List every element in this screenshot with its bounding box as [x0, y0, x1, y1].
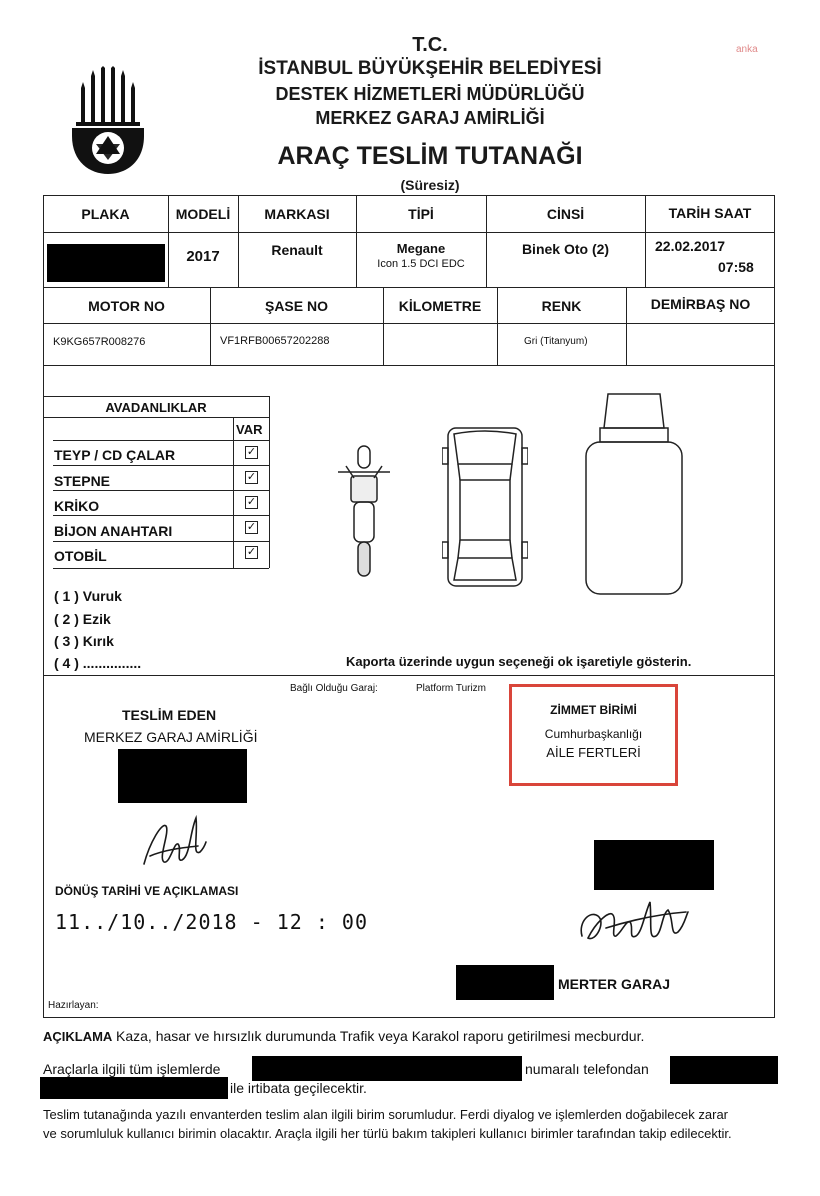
equipment-item: OTOBİL: [54, 548, 107, 564]
explanation-line2b: numaralı telefondan: [525, 1061, 649, 1077]
equipment-table: [43, 396, 269, 568]
checkbox-otobil[interactable]: ✓: [246, 546, 257, 558]
assigned-unit-line2: AİLE FERTLERİ: [546, 745, 641, 760]
assigned-unit-title: ZİMMET BİRİMİ: [550, 703, 637, 717]
checkbox-stepne[interactable]: ✓: [246, 471, 257, 483]
checkbox-teyp[interactable]: ✓: [246, 446, 257, 458]
signature: [140, 812, 210, 872]
brand-value: Renault: [271, 242, 323, 258]
col-plate: PLAKA: [81, 206, 130, 222]
watermark: anka: [736, 44, 758, 55]
col-chassis: ŞASE NO: [264, 298, 328, 314]
col-brand: MARKASI: [264, 206, 330, 222]
page-subtitle: (Süresiz): [400, 177, 460, 193]
col-motor: MOTOR NO: [88, 298, 165, 314]
truck-diagram-icon: [582, 392, 686, 596]
col-color: RENK: [541, 298, 582, 314]
col-inventory: DEMİRBAŞ NO: [650, 296, 751, 312]
contact-redacted: [670, 1056, 778, 1084]
date-value: 22.02.2017: [655, 238, 726, 254]
assigned-unit-box: [509, 684, 678, 786]
model-value: 2017: [186, 248, 220, 265]
page-title: ARAÇ TESLİM TUTANAĞI: [277, 142, 583, 170]
car-diagram-icon: [442, 424, 528, 588]
garage-label: Bağlı Olduğu Garaj:: [290, 683, 378, 694]
receiver-name-redacted: [456, 965, 554, 1000]
kind-value: Binek Oto (2): [521, 241, 610, 257]
delivered-by-title: TESLİM EDEN: [122, 707, 217, 723]
legend-item: ( 2 ) Ezik: [54, 611, 111, 627]
motorcycle-diagram-icon: [336, 442, 392, 578]
header-municipality: İSTANBUL BÜYÜKŞEHİR BELEDİYESİ: [258, 58, 602, 79]
equipment-item: TEYP / CD ÇALAR: [54, 447, 176, 463]
plate-redacted: [47, 244, 165, 282]
col-date: TARİH SAAT: [668, 205, 752, 221]
explanation-text: Kaza, hasar ve hırsızlık durumunda Trafik veya Karakol raporu getirilmesi mecburdur.: [116, 1028, 645, 1044]
ibb-logo: [68, 66, 152, 178]
prepared-by: Hazırlayan:: [48, 1000, 99, 1011]
equipment-var: VAR: [236, 422, 263, 437]
equipment-title: AVADANLIKLAR: [105, 400, 207, 415]
contact-name-redacted: [40, 1077, 228, 1099]
legend-item: ( 4 ) ...............: [54, 655, 142, 671]
return-label: DÖNÜŞ TARİHİ VE AÇIKLAMASI: [55, 884, 239, 898]
delivered-by-unit: MERKEZ GARAJ AMİRLİĞİ: [84, 729, 258, 745]
type-value-2: Icon 1.5 DCI EDC: [377, 258, 465, 270]
equipment-item: STEPNE: [54, 473, 111, 489]
legend-item: ( 3 ) Kırık: [54, 633, 114, 649]
receiver-redacted: [594, 840, 714, 890]
assigned-unit-line1: Cumhurbaşkanlığı: [544, 727, 643, 741]
explanation-label: AÇIKLAMA: [43, 1029, 113, 1044]
name-redacted: [118, 749, 247, 803]
time-value: 07:58: [718, 259, 754, 275]
checkbox-kriko[interactable]: ✓: [246, 496, 257, 508]
signature: [576, 892, 692, 950]
explanation-paragraph: Teslim tutanağında yazılı envanterden teslim alan ilgili birim sorumludur. Ferdi diyalog ve işlemlerden doğabilecek zarar ve sorumluluk kullanıcı birimin olacaktır. Araçla ilgili her türlü bakım takipleri kullanıcı birimler tarafından takip edilecektir.: [43, 1107, 732, 1141]
equipment-item: KRİKO: [54, 498, 100, 514]
garage-value: Platform Turizm: [416, 683, 487, 694]
receiver-garage: MERTER GARAJ: [558, 976, 671, 992]
header-garage: MERKEZ GARAJ AMİRLİĞİ: [315, 108, 545, 128]
return-value: 11../10../2018 - 12 : 00: [55, 910, 368, 934]
header-directorate: DESTEK HİZMETLERİ MÜDÜRLÜĞÜ: [275, 84, 585, 104]
header-tc: T.C.: [412, 34, 448, 56]
motor-value: K9KG657R008276: [53, 336, 146, 348]
col-model: MODELİ: [175, 206, 231, 222]
explanation-line3: ile irtibata geçilecektir.: [230, 1080, 367, 1096]
color-value: Gri (Titanyum): [524, 336, 588, 347]
explanation-line2a: Araçlarla ilgili tüm işlemlerde: [43, 1061, 221, 1077]
type-value-1: Megane: [396, 241, 446, 256]
col-km: KİLOMETRE: [398, 298, 482, 314]
phone-redacted: [252, 1056, 522, 1081]
col-type: TİPİ: [408, 206, 434, 222]
chassis-value: VF1RFB00657202288: [220, 335, 330, 347]
body-note: Kaporta üzerinde uygun seçeneği ok işaretiyle gösterin.: [346, 654, 692, 669]
checkbox-bijon[interactable]: ✓: [246, 521, 257, 533]
col-kind: CİNSİ: [546, 206, 585, 222]
equipment-item: BİJON ANAHTARI: [54, 523, 173, 539]
legend-item: ( 1 ) Vuruk: [54, 588, 122, 604]
